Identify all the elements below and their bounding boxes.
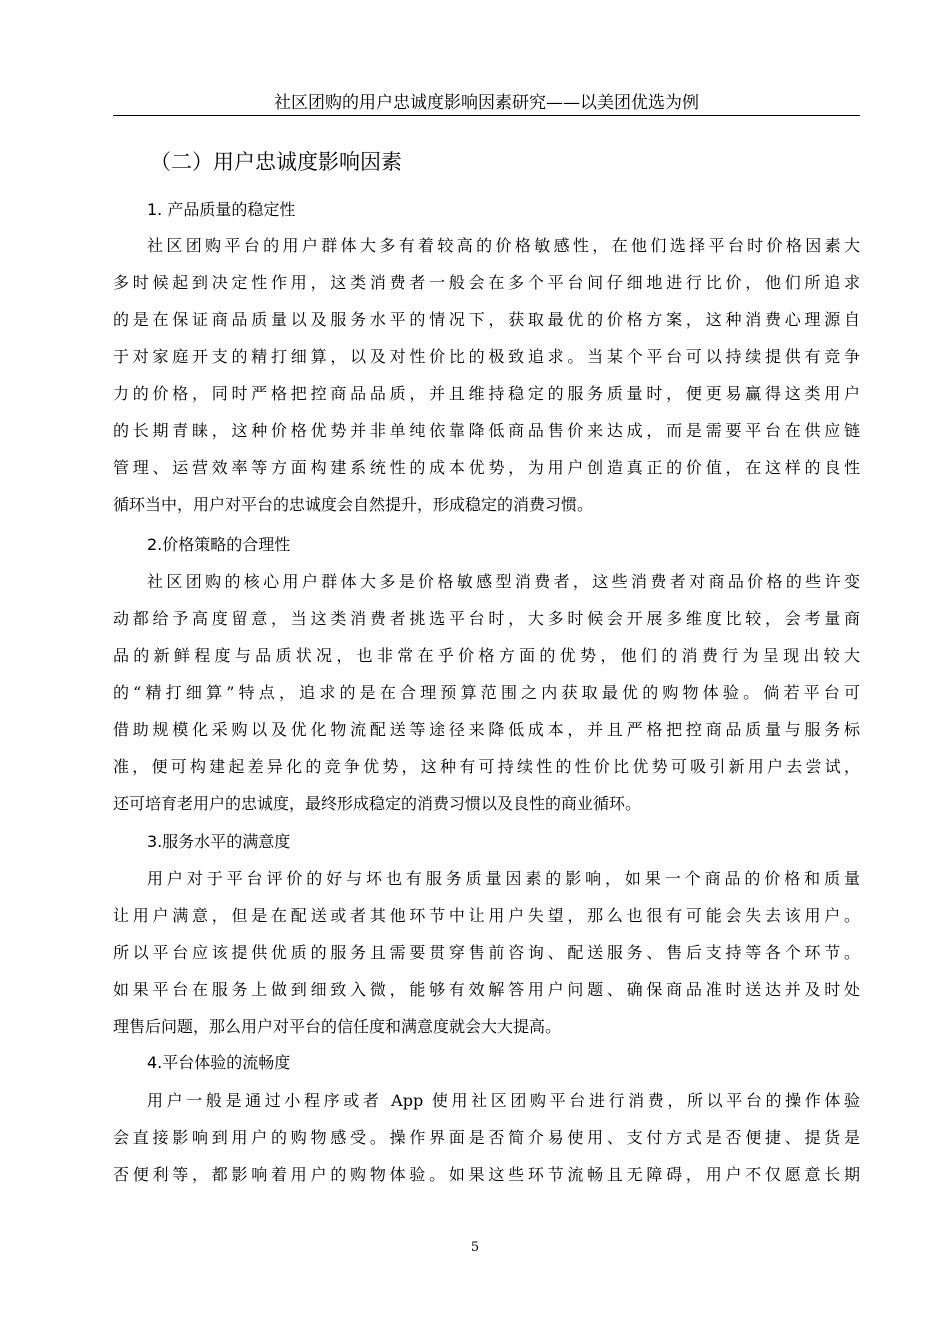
- subsection-heading-3: 3.服务水平的满意度: [147, 832, 291, 851]
- paragraph-line: 力的价格，同时严格把控商品品质，并且维持稳定的服务质量时，便更易赢得这类用户: [113, 384, 860, 403]
- paragraph-line: 会直接影响到用户的购物感受。操作界面是否简介易使用、支付方式是否便捷、提货是: [113, 1128, 860, 1147]
- paragraph-line: 动都给予高度留意，当这类消费者挑选平台时，大多时候会开展多维度比较，会考量商: [113, 609, 860, 628]
- paragraph-1: [113, 227, 860, 523]
- section-title: （二）用户忠诚度影响因素: [150, 150, 402, 174]
- paragraph-line: 用户对于平台评价的好与坏也有服务质量因素的影响，如果一个商品的价格和质量: [147, 869, 860, 888]
- paragraph-line: 多时候起到决定性作用，这类消费者一般会在多个平台间仔细地进行比价，他们所追求: [113, 273, 860, 292]
- paragraph-line: 用户一般是通过小程序或者 App 使用社区团购平台进行消费，所以平台的操作体验: [147, 1091, 860, 1110]
- paragraph-line: 的是在保证商品质量以及服务水平的情况下，获取最优的价格方案，这种消费心理源自: [113, 310, 860, 329]
- running-header: 社区团购的用户忠诚度影响因素研究——以美团优选为例: [274, 93, 699, 113]
- paragraph-line: 如果平台在服务上做到细致入微，能够有效解答用户问题、确保商品准时送达并及时处: [113, 980, 860, 999]
- paragraph-line: 于对家庭开支的精打细算，以及对性价比的极致追求。当某个平台可以持续提供有竞争: [113, 347, 860, 366]
- paragraph-line: 的“精打细算”特点，追求的是在合理预算范围之内获取最优的购物体验。倘若平台可: [113, 683, 860, 702]
- header-rule: [113, 115, 860, 116]
- subsection-heading-1: 1. 产品质量的稳定性: [147, 200, 296, 219]
- paragraph-line: 借助规模化采购以及优化物流配送等途径来降低成本，并且严格把控商品质量与服务标: [113, 720, 860, 739]
- paragraph-2: [113, 563, 860, 822]
- paragraph-3: [113, 860, 860, 1045]
- paragraph-line: 所以平台应该提供优质的服务且需要贯穿售前咨询、配送服务、售后支持等各个环节。: [113, 943, 860, 962]
- paragraph-line: 理售后问题，那么用户对平台的信任度和满意度就会大大提高。: [113, 1017, 562, 1036]
- paragraph-4: [113, 1082, 860, 1193]
- paragraph-line: 让用户满意，但是在配送或者其他环节中让用户失望，那么也很有可能会失去该用户。: [113, 906, 860, 925]
- paragraph-line: 社区团购的核心用户群体大多是价格敏感型消费者，这些消费者对商品价格的些许变: [147, 572, 860, 591]
- paragraph-line: 准，便可构建起差异化的竞争优势，这种有可持续性的性价比优势可吸引新用户去尝试，: [113, 757, 860, 776]
- paragraph-line: 循环当中，用户对平台的忠诚度会自然提升，形成稳定的消费习惯。: [113, 495, 594, 514]
- subsection-heading-4: 4.平台体验的流畅度: [147, 1053, 291, 1072]
- paragraph-line: 的长期青睐，这种价格优势并非单纯依靠降低商品售价来达成，而是需要平台在供应链: [113, 421, 860, 440]
- paragraph-line: 还可培育老用户的忠诚度，最终形成稳定的消费习惯以及良性的商业循环。: [113, 794, 642, 813]
- subsection-heading-2: 2.价格策略的合理性: [147, 535, 291, 554]
- paragraph-line: 社区团购平台的用户群体大多有着较高的价格敏感性，在他们选择平台时价格因素大: [147, 236, 860, 255]
- page-number: 5: [470, 1240, 480, 1255]
- paragraph-line: 品的新鲜程度与品质状况，也非常在乎价格方面的优势，他们的消费行为呈现出较大: [113, 646, 860, 665]
- paragraph-line: 管理、运营效率等方面构建系统性的成本优势，为用户创造真正的价值，在这样的良性: [113, 458, 860, 477]
- paragraph-line: 否便利等，都影响着用户的购物体验。如果这些环节流畅且无障碍，用户不仅愿意长期: [113, 1165, 860, 1184]
